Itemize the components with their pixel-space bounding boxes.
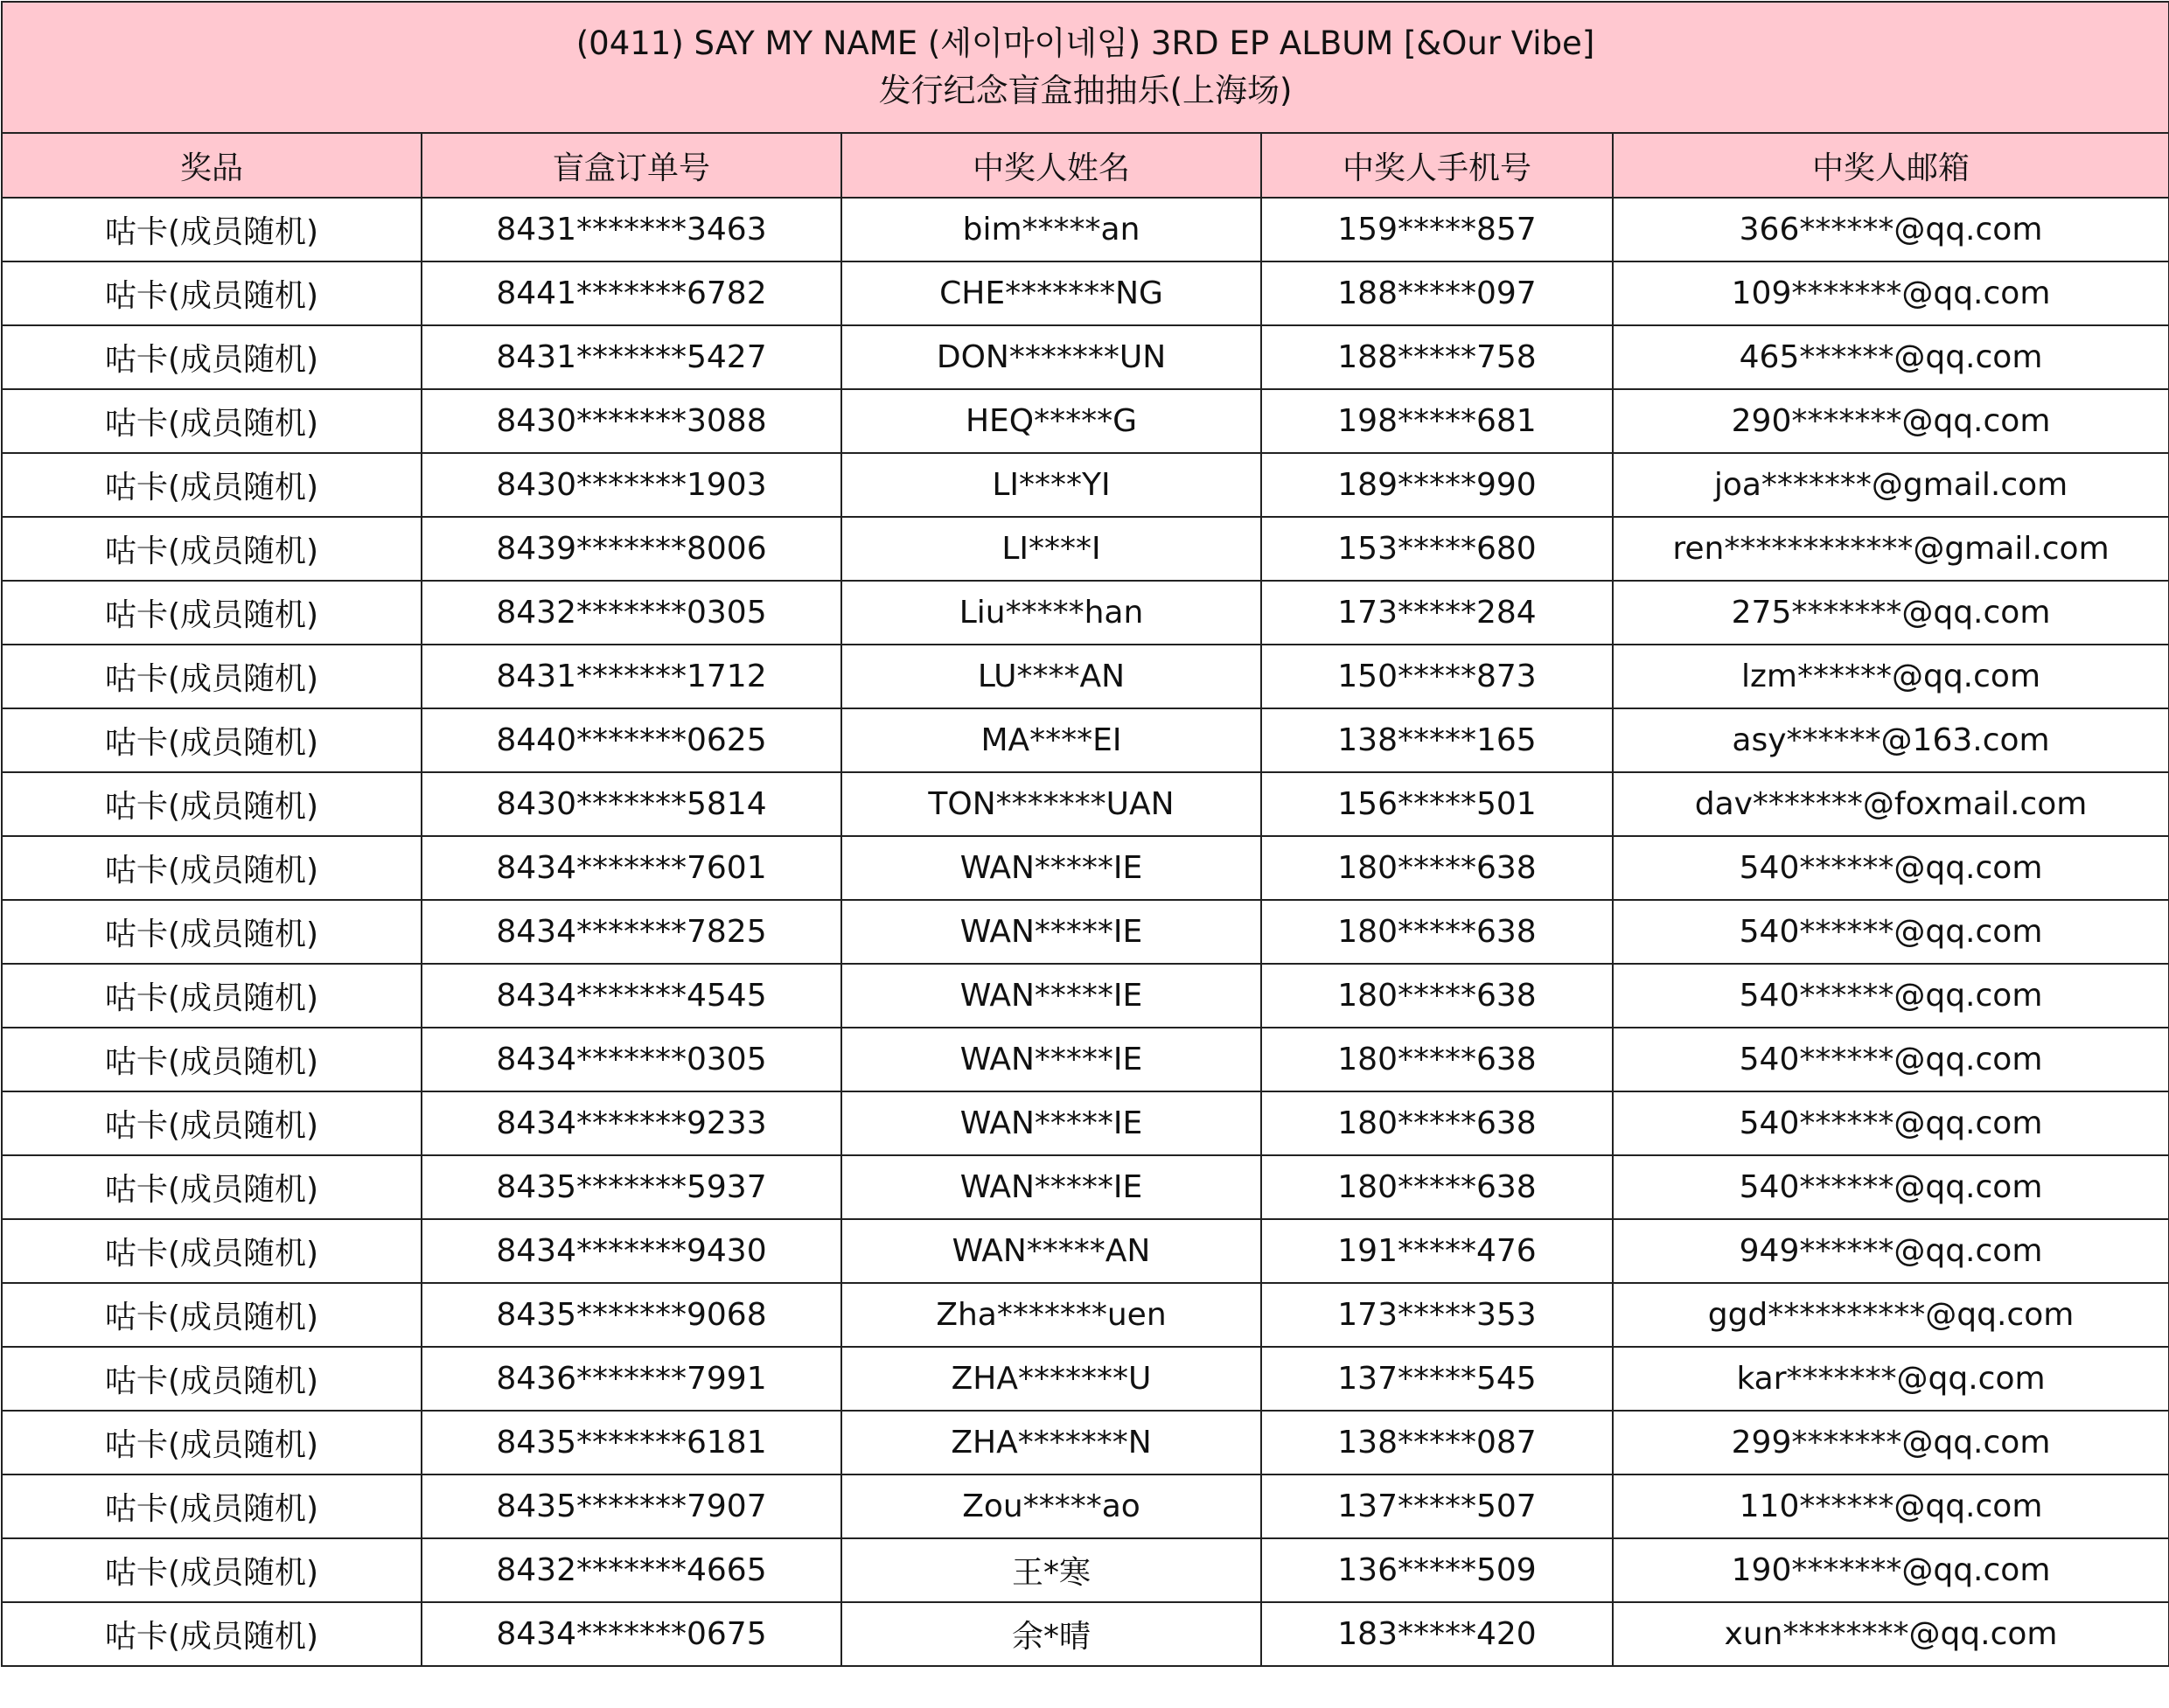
prize-cell: 咕卡(成员随机) (2, 325, 422, 389)
table-row (2, 1411, 2169, 1474)
order-number-cell: 8431*******1712 (422, 645, 841, 708)
winner-phone-cell: 173*****284 (1261, 581, 1613, 645)
prize-cell: 咕卡(成员随机) (2, 1283, 422, 1347)
column-header-winner-name: 中奖人姓名 (841, 133, 1261, 198)
winner-phone-cell: 189*****990 (1261, 453, 1613, 517)
winner-name-cell: MA****EI (841, 708, 1261, 772)
table-row (2, 1219, 2169, 1283)
title-line-1: (0411) SAY MY NAME (세이마이네임) 3RD EP ALBUM [&Our Vibe] (575, 24, 1595, 62)
prize-cell: 咕卡(成员随机) (2, 1538, 422, 1602)
order-number-cell: 8441*******6782 (422, 261, 841, 325)
winner-phone-cell: 180*****638 (1261, 836, 1613, 900)
prize-cell: 咕卡(成员随机) (2, 1602, 422, 1666)
winner-name-cell: TON*******UAN (841, 772, 1261, 836)
winner-phone-cell: 180*****638 (1261, 1091, 1613, 1155)
prize-cell: 咕卡(成员随机) (2, 900, 422, 964)
table-row (2, 708, 2169, 772)
winner-phone-cell: 198*****681 (1261, 389, 1613, 453)
prize-cell: 咕卡(成员随机) (2, 1411, 422, 1474)
order-number-cell: 8435*******5937 (422, 1155, 841, 1219)
prize-cell: 咕卡(成员随机) (2, 1347, 422, 1411)
order-number-cell: 8434*******7825 (422, 900, 841, 964)
winner-name-cell: WAN*****IE (841, 1091, 1261, 1155)
prize-cell: 咕卡(成员随机) (2, 836, 422, 900)
winner-name-cell: WAN*****IE (841, 964, 1261, 1028)
winner-name-cell: 余*晴 (841, 1602, 1261, 1666)
winner-phone-cell: 180*****638 (1261, 1155, 1613, 1219)
winner-name-cell: WAN*****IE (841, 900, 1261, 964)
prize-cell: 咕卡(成员随机) (2, 708, 422, 772)
winner-phone-cell: 137*****545 (1261, 1347, 1613, 1411)
table-row (2, 836, 2169, 900)
title-row (2, 2, 2169, 133)
order-number-cell: 8434*******0675 (422, 1602, 841, 1666)
winner-email-cell: 299*******@qq.com (1613, 1411, 2169, 1474)
winner-email-cell: 366******@qq.com (1613, 198, 2169, 261)
winner-email-cell: 540******@qq.com (1613, 900, 2169, 964)
order-number-cell: 8431*******5427 (422, 325, 841, 389)
order-number-cell: 8431*******3463 (422, 198, 841, 261)
winner-phone-cell: 188*****097 (1261, 261, 1613, 325)
prize-cell: 咕卡(成员随机) (2, 1474, 422, 1538)
winner-phone-cell: 136*****509 (1261, 1538, 1613, 1602)
table-row (2, 1155, 2169, 1219)
order-number-cell: 8434*******9430 (422, 1219, 841, 1283)
prize-cell: 咕卡(成员随机) (2, 198, 422, 261)
winner-name-cell: CHE*******NG (841, 261, 1261, 325)
table-row (2, 900, 2169, 964)
winner-phone-cell: 180*****638 (1261, 900, 1613, 964)
winner-phone-cell: 150*****873 (1261, 645, 1613, 708)
order-number-cell: 8430*******3088 (422, 389, 841, 453)
winner-phone-cell: 153*****680 (1261, 517, 1613, 581)
order-number-cell: 8439*******8006 (422, 517, 841, 581)
winner-name-cell: 王*寒 (841, 1538, 1261, 1602)
winner-phone-cell: 159*****857 (1261, 198, 1613, 261)
order-number-cell: 8435*******7907 (422, 1474, 841, 1538)
winner-name-cell: Liu*****han (841, 581, 1261, 645)
prize-cell: 咕卡(成员随机) (2, 581, 422, 645)
winner-phone-cell: 180*****638 (1261, 1028, 1613, 1091)
winner-name-cell: DON*******UN (841, 325, 1261, 389)
winner-name-cell: ZHA*******U (841, 1347, 1261, 1411)
table-row (2, 325, 2169, 389)
prize-cell: 咕卡(成员随机) (2, 645, 422, 708)
winner-email-cell: asy******@163.com (1613, 708, 2169, 772)
table-row (2, 453, 2169, 517)
table-row (2, 1347, 2169, 1411)
winner-phone-cell: 156*****501 (1261, 772, 1613, 836)
winner-email-cell: 540******@qq.com (1613, 1155, 2169, 1219)
prize-cell: 咕卡(成员随机) (2, 1219, 422, 1283)
winner-email-cell: 540******@qq.com (1613, 836, 2169, 900)
table-body (2, 198, 2169, 1666)
order-number-cell: 8436*******7991 (422, 1347, 841, 1411)
winner-name-cell: LI****I (841, 517, 1261, 581)
table-row (2, 389, 2169, 453)
winner-email-cell: joa*******@gmail.com (1613, 453, 2169, 517)
winner-name-cell: WAN*****IE (841, 1028, 1261, 1091)
prize-cell: 咕卡(成员随机) (2, 389, 422, 453)
winner-name-cell: ZHA*******N (841, 1411, 1261, 1474)
winner-email-cell: ren************@gmail.com (1613, 517, 2169, 581)
winner-email-cell: ggd**********@qq.com (1613, 1283, 2169, 1347)
prize-cell: 咕卡(成员随机) (2, 1091, 422, 1155)
winner-email-cell: 540******@qq.com (1613, 964, 2169, 1028)
order-number-cell: 8430*******1903 (422, 453, 841, 517)
winner-phone-cell: 183*****420 (1261, 1602, 1613, 1666)
column-header-prize: 奖品 (2, 133, 422, 198)
winner-name-cell: WAN*****IE (841, 1155, 1261, 1219)
column-header-winner-phone: 中奖人手机号 (1261, 133, 1613, 198)
winner-email-cell: 290*******@qq.com (1613, 389, 2169, 453)
order-number-cell: 8434*******7601 (422, 836, 841, 900)
column-header-winner-email: 中奖人邮箱 (1613, 133, 2169, 198)
winner-name-cell: bim*****an (841, 198, 1261, 261)
table-row (2, 1091, 2169, 1155)
winner-phone-cell: 191*****476 (1261, 1219, 1613, 1283)
table-row (2, 645, 2169, 708)
winner-phone-cell: 173*****353 (1261, 1283, 1613, 1347)
order-number-cell: 8435*******6181 (422, 1411, 841, 1474)
order-number-cell: 8434*******0305 (422, 1028, 841, 1091)
order-number-cell: 8434*******4545 (422, 964, 841, 1028)
winner-name-cell: Zou*****ao (841, 1474, 1261, 1538)
winner-name-cell: Zha*******uen (841, 1283, 1261, 1347)
order-number-cell: 8434*******9233 (422, 1091, 841, 1155)
winner-email-cell: 190*******@qq.com (1613, 1538, 2169, 1602)
order-number-cell: 8432*******0305 (422, 581, 841, 645)
prize-cell: 咕卡(成员随机) (2, 517, 422, 581)
column-header-row (2, 133, 2169, 198)
winner-phone-cell: 180*****638 (1261, 964, 1613, 1028)
table-row (2, 517, 2169, 581)
winner-list-sheet (0, 1, 2169, 1708)
winner-email-cell: lzm******@qq.com (1613, 645, 2169, 708)
table-row (2, 772, 2169, 836)
winner-email-cell: xun********@qq.com (1613, 1602, 2169, 1666)
prize-cell: 咕卡(成员随机) (2, 453, 422, 517)
table-row (2, 1602, 2169, 1666)
winner-email-cell: 465******@qq.com (1613, 325, 2169, 389)
order-number-cell: 8432*******4665 (422, 1538, 841, 1602)
prize-cell: 咕卡(成员随机) (2, 261, 422, 325)
table-row (2, 1538, 2169, 1602)
table-row (2, 581, 2169, 645)
winner-phone-cell: 138*****087 (1261, 1411, 1613, 1474)
table-row (2, 1474, 2169, 1538)
winner-name-cell: LU****AN (841, 645, 1261, 708)
winner-email-cell: 110******@qq.com (1613, 1474, 2169, 1538)
winner-phone-cell: 138*****165 (1261, 708, 1613, 772)
winner-email-cell: 540******@qq.com (1613, 1091, 2169, 1155)
winners-table (1, 1, 2169, 1667)
winner-email-cell: 109*******@qq.com (1613, 261, 2169, 325)
table-row (2, 964, 2169, 1028)
winner-name-cell: HEQ*****G (841, 389, 1261, 453)
prize-cell: 咕卡(成员随机) (2, 772, 422, 836)
prize-cell: 咕卡(成员随机) (2, 1028, 422, 1091)
column-header-order-number: 盲盒订单号 (422, 133, 841, 198)
order-number-cell: 8440*******0625 (422, 708, 841, 772)
winner-name-cell: LI****YI (841, 453, 1261, 517)
prize-cell: 咕卡(成员随机) (2, 964, 422, 1028)
winner-email-cell: 275*******@qq.com (1613, 581, 2169, 645)
table-title (2, 2, 2169, 133)
table-row (2, 1283, 2169, 1347)
prize-cell: 咕卡(成员随机) (2, 1155, 422, 1219)
winner-email-cell: kar*******@qq.com (1613, 1347, 2169, 1411)
table-row (2, 261, 2169, 325)
order-number-cell: 8435*******9068 (422, 1283, 841, 1347)
title-line-2: 发行纪念盲盒抽抽乐(上海场) (878, 72, 1293, 109)
winner-name-cell: WAN*****AN (841, 1219, 1261, 1283)
winner-email-cell: dav*******@foxmail.com (1613, 772, 2169, 836)
winner-email-cell: 949******@qq.com (1613, 1219, 2169, 1283)
winner-phone-cell: 188*****758 (1261, 325, 1613, 389)
winner-phone-cell: 137*****507 (1261, 1474, 1613, 1538)
table-row (2, 1028, 2169, 1091)
order-number-cell: 8430*******5814 (422, 772, 841, 836)
winner-email-cell: 540******@qq.com (1613, 1028, 2169, 1091)
winner-name-cell: WAN*****IE (841, 836, 1261, 900)
table-row (2, 198, 2169, 261)
